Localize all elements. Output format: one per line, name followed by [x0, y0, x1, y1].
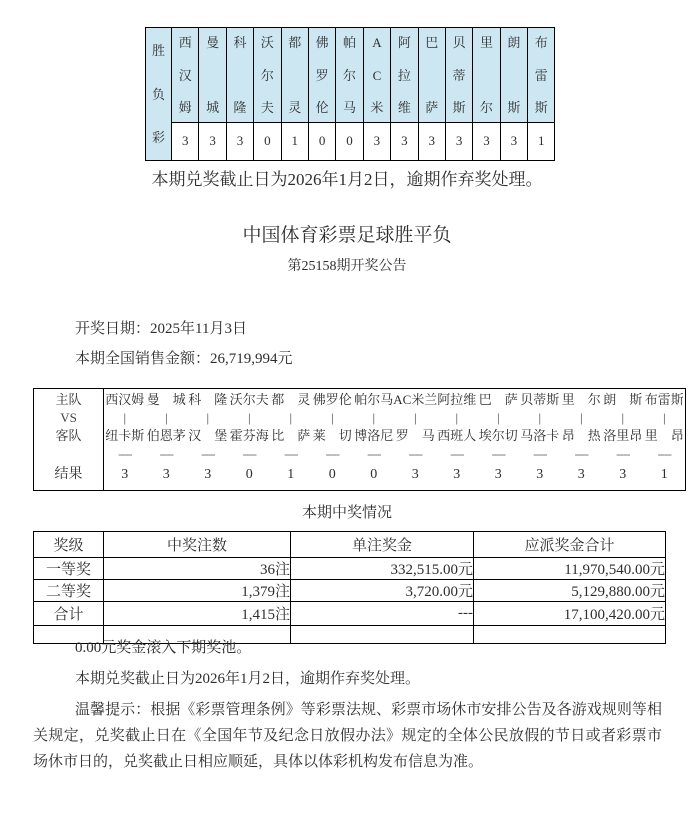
- vs-separator: |: [496, 410, 500, 425]
- summary-team-name: [254, 28, 280, 123]
- away-team-name: 霍芬海: [229, 428, 269, 443]
- prize-row: [34, 558, 666, 580]
- vs-separator: |: [123, 410, 127, 425]
- score-placeholder: ----: [367, 446, 381, 461]
- match-result: 0: [328, 467, 336, 482]
- team-name-char: 朗: [507, 35, 521, 50]
- summary-team-column: [364, 28, 391, 160]
- away-team-name: 博洛尼: [354, 428, 394, 443]
- prize-column-header: 奖级: [34, 532, 104, 558]
- vs-separator: |: [579, 410, 583, 425]
- prize-total-amount: 5,129,880.00元: [474, 580, 666, 602]
- summary-result-cell: 3: [401, 133, 408, 148]
- team-name-char: 尔: [260, 67, 274, 83]
- team-name-char: 隆: [233, 100, 247, 115]
- home-team-name: 科 隆: [188, 392, 228, 407]
- summary-team-column: [282, 28, 309, 160]
- summary-team-name: [336, 28, 362, 123]
- summary-result-cell: 1: [538, 133, 545, 148]
- team-name-char: 巴: [425, 35, 439, 50]
- summary-team-column: [254, 28, 281, 160]
- tips-paragraph: 温馨提示：根据《彩票管理条例》等彩票法规、彩票市场休市安排公告及各游戏规则等相关规定，兑奖截止日在《全国年节及纪念日放假办法》规定的全体公民放假的节日或者彩票市场休市日的，兑奖截止日相应顺延，具体以体彩机构发布信息为准。: [33, 702, 662, 770]
- summary-result-cell: 3: [181, 133, 189, 148]
- match-result: 3: [121, 467, 129, 482]
- vs-separator: |: [621, 410, 625, 425]
- prize-row: [34, 602, 666, 626]
- prize-row: [34, 580, 666, 602]
- summary-result-cell: 3: [209, 133, 216, 148]
- team-name-char: 里: [479, 35, 493, 50]
- team-name-char: 夫: [260, 100, 274, 115]
- prize-level: 一等奖: [34, 558, 104, 580]
- match-column: [561, 389, 603, 490]
- summary-result-cell: 0: [318, 133, 326, 148]
- match-result: 3: [204, 467, 212, 482]
- away-team-name: 比 萨: [271, 428, 311, 443]
- vs-separator: |: [538, 410, 542, 425]
- label-away-team: 客队: [55, 428, 82, 443]
- summary-team-name: [282, 28, 308, 123]
- summary-team-column: [473, 28, 500, 160]
- team-name-char: 罗: [315, 67, 329, 83]
- match-column: [229, 389, 271, 490]
- prize-level: 合计: [34, 602, 104, 626]
- summary-team-column: [446, 28, 473, 160]
- vs-separator: |: [164, 410, 168, 425]
- away-team-name: 马洛卡: [520, 428, 560, 443]
- prize-level: 二等奖: [34, 580, 104, 602]
- prize-single-amount: 332,515.00元: [291, 558, 474, 580]
- match-result: 0: [370, 467, 378, 482]
- team-name-char: 布: [534, 35, 548, 50]
- home-team-name: 曼 城: [146, 392, 186, 407]
- vs-separator: |: [206, 410, 210, 425]
- team-name-char: [512, 69, 515, 82]
- match-results-table: [33, 388, 686, 491]
- team-name-char: 维: [397, 100, 411, 115]
- prize-header-row: [34, 532, 666, 558]
- prize-total-amount: 11,970,540.00元: [474, 558, 666, 580]
- match-result: 3: [411, 467, 419, 482]
- team-name-char: A: [372, 35, 382, 50]
- home-team-name: 巴 萨: [478, 392, 518, 407]
- results-summary-table: [145, 27, 555, 161]
- team-name-char: [293, 69, 296, 82]
- vs-separator: |: [330, 410, 334, 425]
- summary-team-name: [446, 28, 472, 123]
- vs-separator: |: [455, 410, 459, 425]
- home-team-name: 西汉姆: [105, 392, 145, 407]
- match-column: [478, 389, 520, 490]
- team-name-char: 阿: [397, 35, 411, 50]
- match-result: 3: [453, 467, 461, 482]
- score-placeholder: ----: [325, 446, 339, 461]
- vs-separator: |: [247, 410, 251, 425]
- score-placeholder: ----: [533, 446, 547, 461]
- home-team-name: 都 灵: [271, 392, 311, 407]
- home-team-name: 里 尔: [561, 392, 601, 407]
- home-team-name: 佛罗伦: [312, 392, 352, 407]
- summary-team-name: [419, 28, 445, 123]
- home-team-name: 帕尔马: [354, 392, 394, 407]
- prize-single-amount: 3,720.00元: [291, 580, 474, 602]
- summary-result-cell: 3: [428, 133, 435, 148]
- score-placeholder: ----: [616, 446, 630, 461]
- score-placeholder: ----: [657, 446, 671, 461]
- away-team-name: 埃尔切: [478, 428, 518, 443]
- team-name-char: 汉: [178, 67, 192, 83]
- page-title: 中国体育彩票足球胜平负: [242, 225, 452, 246]
- team-name-char: 斯: [452, 100, 466, 115]
- match-result: 3: [577, 467, 585, 482]
- label-vs: VS: [60, 410, 77, 425]
- summary-team-column: [501, 28, 528, 160]
- prize-column-header: 应派奖金合计: [474, 532, 666, 558]
- away-team-name: 西班人: [437, 428, 477, 443]
- label-home-team: 主队: [55, 392, 82, 407]
- vs-separator: |: [289, 410, 293, 425]
- score-placeholder: ----: [574, 446, 588, 461]
- team-name-char: 斯: [534, 100, 548, 115]
- summary-team-name: [391, 28, 417, 123]
- home-team-name: 贝蒂斯: [520, 392, 560, 407]
- match-column: [644, 389, 686, 490]
- team-name-char: [238, 69, 241, 82]
- match-column: [436, 389, 478, 490]
- match-result: 3: [494, 467, 502, 482]
- summary-team-column: [419, 28, 446, 160]
- vs-separator: |: [413, 410, 417, 425]
- summary-result-cell: 3: [510, 133, 518, 148]
- match-result: 3: [536, 467, 544, 482]
- match-result: 3: [619, 467, 627, 482]
- summary-result-cell: 3: [236, 133, 244, 148]
- summary-team-name: [199, 28, 225, 123]
- team-name-char: 尔: [343, 67, 357, 83]
- score-placeholder: ----: [450, 446, 464, 461]
- summary-team-name: [309, 28, 335, 123]
- home-team-name: 朗 斯: [603, 392, 643, 407]
- summary-row-label: [146, 28, 172, 160]
- match-column: [187, 389, 229, 490]
- away-team-name: 罗 马: [395, 428, 435, 443]
- prize-count: 1,379注: [104, 580, 291, 602]
- match-column: [602, 389, 644, 490]
- score-placeholder: ----: [408, 446, 422, 461]
- summary-row-label-char: 胜: [151, 43, 165, 58]
- match-column: [519, 389, 561, 490]
- team-name-char: 沃: [260, 35, 274, 50]
- summary-team-name: [501, 28, 527, 123]
- summary-result-cell: 3: [373, 133, 381, 148]
- score-placeholder: ----: [201, 446, 215, 461]
- score-placeholder: ----: [118, 446, 132, 461]
- summary-team-name: [364, 28, 390, 123]
- summary-row-label-char: 彩: [151, 130, 165, 145]
- summary-team-name: [528, 28, 554, 123]
- summary-team-column: [172, 28, 199, 160]
- deadline-notice-top: 本期兑奖截止日为2026年1月2日，逾期作弃奖处理。: [151, 170, 543, 189]
- away-team-name: 伯恩茅: [146, 428, 186, 443]
- vs-separator: |: [372, 410, 376, 425]
- summary-team-column: [336, 28, 363, 160]
- score-placeholder: ----: [491, 446, 505, 461]
- away-team-name: 莱 切: [312, 428, 352, 443]
- label-score-row: [67, 447, 69, 462]
- away-team-name: 洛里昂: [603, 428, 643, 443]
- sales-amount-line: 本期全国销售金额：26,719,994元: [75, 351, 293, 367]
- match-column: [353, 389, 395, 490]
- summary-team-name: [473, 28, 499, 123]
- score-placeholder: ----: [284, 446, 298, 461]
- team-name-char: 佛: [315, 35, 329, 50]
- summary-team-name: [172, 28, 198, 123]
- team-name-char: 伦: [315, 100, 329, 115]
- home-team-name: 布雷斯: [644, 392, 684, 407]
- team-name-char: 西: [178, 35, 192, 50]
- match-column: [104, 389, 146, 490]
- home-team-name: 沃尔夫: [229, 392, 269, 407]
- prize-count: 1,415注: [104, 602, 291, 626]
- team-name-char: [485, 69, 488, 82]
- team-name-char: 尔: [479, 100, 493, 115]
- summary-row-label-char: 负: [151, 86, 165, 102]
- home-team-name: AC米兰: [393, 392, 438, 407]
- summary-team-column: [528, 28, 554, 160]
- away-team-name: 里 昂: [644, 428, 684, 443]
- team-name-char: C: [372, 67, 382, 83]
- winning-section-heading: 本期中奖情况: [301, 505, 392, 521]
- prize-total-amount: 17,100,420.00元: [474, 602, 666, 626]
- match-result: 1: [660, 467, 668, 482]
- match-column: [146, 389, 188, 490]
- summary-team-name: [227, 28, 253, 123]
- match-result: 0: [245, 467, 253, 482]
- prize-strip-cell: [474, 626, 666, 644]
- prize-count: 36注: [104, 558, 291, 580]
- draw-date-line: 开奖日期：2025年11月3日: [75, 321, 247, 337]
- score-placeholder: ----: [159, 446, 173, 461]
- team-name-char: 城: [206, 100, 220, 115]
- home-team-name: 阿拉维: [437, 392, 477, 407]
- team-name-char: 斯: [507, 100, 521, 115]
- team-name-char: 姆: [178, 100, 192, 115]
- summary-team-column: [227, 28, 254, 160]
- team-name-char: 都: [288, 35, 302, 50]
- team-name-char: 蒂: [452, 67, 466, 83]
- summary-result-cell: 0: [264, 133, 271, 148]
- team-name-char: 灵: [288, 100, 302, 115]
- summary-team-column: [199, 28, 226, 160]
- rollover-line: 0.00元奖金滚入下期奖池。: [75, 640, 252, 656]
- prize-strip-cell: [291, 626, 474, 644]
- team-name-char: [211, 69, 214, 82]
- summary-team-column: [391, 28, 418, 160]
- summary-result-cell: 3: [455, 133, 463, 148]
- team-name-char: 米: [370, 100, 384, 115]
- summary-result-cell: 0: [346, 133, 353, 148]
- team-name-char: 帕: [343, 35, 357, 50]
- team-name-char: 科: [233, 35, 247, 50]
- issue-subtitle: 第25158期开奖公告: [287, 259, 407, 274]
- match-row-labels: [34, 389, 104, 490]
- prize-column-header: 中奖注数: [104, 532, 291, 558]
- team-name-char: 雷: [534, 67, 548, 83]
- team-name-char: 曼: [206, 35, 220, 50]
- match-result: 1: [287, 467, 295, 482]
- summary-team-column: [309, 28, 336, 160]
- prize-table: [33, 531, 666, 644]
- score-placeholder: ----: [242, 446, 256, 461]
- summary-result-cell: 1: [291, 133, 298, 148]
- team-name-char: [430, 69, 433, 82]
- vs-separator: |: [662, 410, 666, 425]
- team-name-char: 拉: [397, 67, 411, 83]
- team-name-char: 萨: [425, 100, 439, 115]
- away-team-name: 汉 堡: [188, 428, 228, 443]
- label-result: 结果: [54, 467, 83, 482]
- match-column: [395, 389, 437, 490]
- summary-result-cell: 3: [483, 133, 490, 148]
- match-result: 3: [162, 467, 170, 482]
- away-team-name: 纽卡斯: [105, 428, 145, 443]
- team-name-char: 马: [343, 100, 357, 115]
- deadline-notice-bottom: 本期兑奖截止日为2026年1月2日，逾期作弃奖处理。: [75, 671, 421, 687]
- prize-single-amount: ---: [291, 602, 474, 626]
- away-team-name: 昂 热: [561, 428, 601, 443]
- match-column: [270, 389, 312, 490]
- match-column: [312, 389, 354, 490]
- prize-column-header: 单注奖金: [291, 532, 474, 558]
- team-name-char: 贝: [452, 35, 466, 50]
